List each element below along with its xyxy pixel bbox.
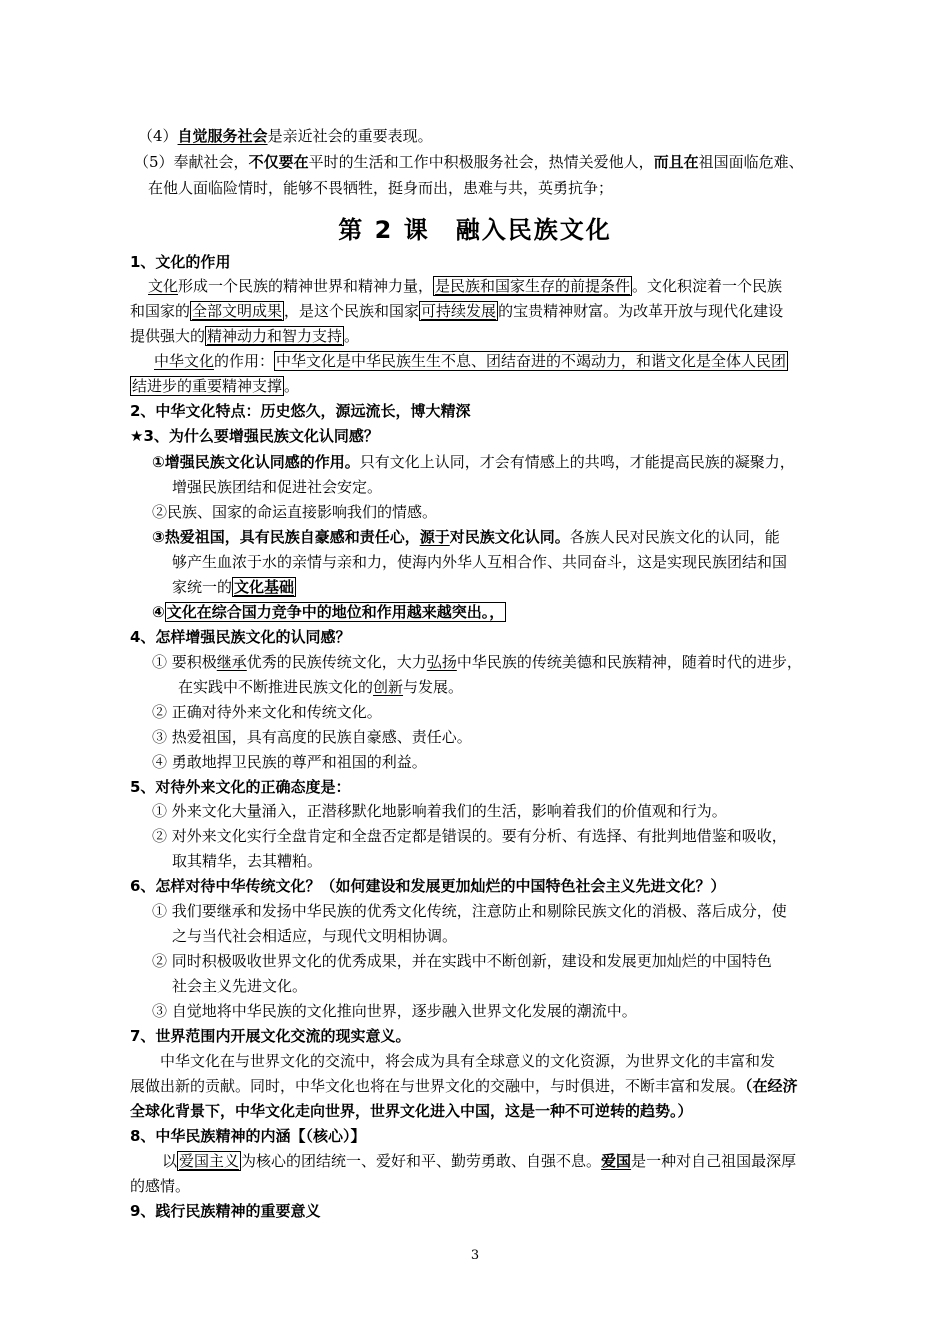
section-3-heading: ★3、为什么要增强民族文化认同感？ [130, 427, 379, 445]
s4-item-3: ③ 热爱祖国，具有高度的民族自豪感、责任心。 [152, 728, 472, 746]
s1-line-3: 提供强大的 精神动力和智力支持 。 [130, 327, 360, 345]
section-8-heading: 8、中华民族精神的内涵【（核心）】 [130, 1127, 366, 1145]
lesson-title: 第 2 课 融入民族文化 [338, 216, 612, 244]
section-6-heading: 6、怎样对待中华传统文化？（如何建设和发展更加灿烂的中国特色社会主义先进文化？） [130, 877, 726, 895]
s1-line-4: 中华文化的作用： 中华文化是中华民族生生不息、团结奋进的不竭动力，和谐文化是全体人民团 [154, 352, 787, 370]
s3-item-3-line-3: 家统一的 文化基础 [172, 578, 295, 596]
s4-item-1-line-2: 在实践中不断推进民族文化的创新与发展。 [178, 678, 464, 696]
section-2-heading: 2、中华文化特点：历史悠久，源远流长，博大精深 [130, 402, 471, 420]
s4-item-1: ① 要积极继承优秀的民族传统文化，大力弘扬中华民族的传统美德和民族精神，随着时代的进步， [152, 653, 802, 671]
s3-item-4: ④ 文化在综合国力竞争中的地位和作用越来越突出。， [152, 603, 505, 621]
section-7-heading: 7、世界范围内开展文化交流的现实意义。 [130, 1027, 411, 1045]
s6-item-1: ① 我们要继承和发扬中华民族的优秀文化传统，注意防止和剔除民族文化的消极、落后成分，使 [152, 902, 787, 920]
section-5-heading: 5、对待外来文化的正确态度是： [130, 778, 351, 796]
s5-item-2-line-2: 取其精华，去其糟粕。 [172, 852, 323, 870]
page-number: 3 [470, 1248, 480, 1263]
section-1-heading: 1、文化的作用 [130, 253, 231, 271]
s5-item-2: ② 对外来文化实行全盘肯定和全盘否定都是错误的。要有分析、有选择、有批判地借鉴和吸收， [152, 827, 787, 845]
section-9-heading: 9、践行民族精神的重要意义 [130, 1202, 321, 1220]
s7-line-3: 全球化背景下，中华文化走向世界，世界文化进入中国，这是一种不可逆转的趋势。） [130, 1102, 693, 1120]
intro-line-3: 在他人面临险情时，能够不畏牺牲，挺身而出，患难与共，英勇抗争； [148, 179, 614, 197]
s1-line-1: 文化形成一个民族的精神世界和精神力量， 是民族和国家生存的前提条件 。文化积淀着一个民族 [148, 277, 783, 295]
s3-item-3: ③热爱祖国，具有民族自豪感和责任心，源于对民族文化认同。各族人民对民族文化的认同，能 [152, 528, 780, 546]
s6-item-1-line-2: 之与当代社会相适应，与现代文明相协调。 [172, 927, 458, 945]
s3-item-1-line-2: 增强民族团结和促进社会安定。 [172, 478, 383, 496]
s4-item-2: ② 正确对待外来文化和传统文化。 [152, 703, 382, 721]
intro-line-1: （4）自觉服务社会是亲近社会的重要表现。 [138, 127, 433, 145]
s6-item-2: ② 同时积极吸收世界文化的优秀成果，并在实践中不断创新，建设和发展更加灿烂的中国特色 [152, 952, 772, 970]
s4-item-4: ④ 勇敢地捍卫民族的尊严和祖国的利益。 [152, 753, 427, 771]
s7-line-1: 中华文化在与世界文化的交流中，将会成为具有全球意义的文化资源，为世界文化的丰富和发 [160, 1052, 776, 1070]
s7-line-2: 展做出新的贡献。同时，中华文化也将在与世界文化的交融中，与时俱进，不断丰富和发展。（在经济 [130, 1077, 798, 1095]
intro-line-2: （5）奉献社会，不仅要在平时的生活和工作中积极服务社会，热情关爱他人，而且在祖国面临危难、 [134, 153, 804, 171]
s3-item-3-line-2: 够产生血浓于水的亲情与亲和力，使海内外华人互相合作、共同奋斗，这是实现民族团结和国 [172, 553, 788, 571]
s3-item-2: ②民族、国家的命运直接影响我们的情感。 [152, 503, 438, 521]
s5-item-1: ① 外来文化大量涌入，正潜移默化地影响着我们的生活，影响着我们的价值观和行为。 [152, 802, 727, 820]
s8-line-1: 以 爱国主义 为核心的团结统一、爱好和平、勤劳勇敢、自强不息。爱国是一种对自己祖国最深厚 [162, 1152, 797, 1170]
s3-item-1: ①增强民族文化认同感的作用。只有文化上认同，才会有情感上的共鸣，才能提高民族的凝聚力， [152, 453, 795, 471]
s6-item-2-line-2: 社会主义先进文化。 [172, 977, 308, 995]
s1-line-5: 结进步的重要精神支撑 。 [132, 377, 300, 395]
s6-item-3: ③ 自觉地将中华民族的文化推向世界，逐步融入世界文化发展的潮流中。 [152, 1002, 637, 1020]
s1-line-2: 和国家的 全部文明成果 ，是这个民族和国家 可持续发展 的宝贵精神财富。为改革开放与现代化建设 [130, 302, 784, 320]
s8-line-2: 的感情。 [130, 1177, 191, 1195]
section-4-heading: 4、怎样增强民族文化的认同感？ [130, 628, 351, 646]
